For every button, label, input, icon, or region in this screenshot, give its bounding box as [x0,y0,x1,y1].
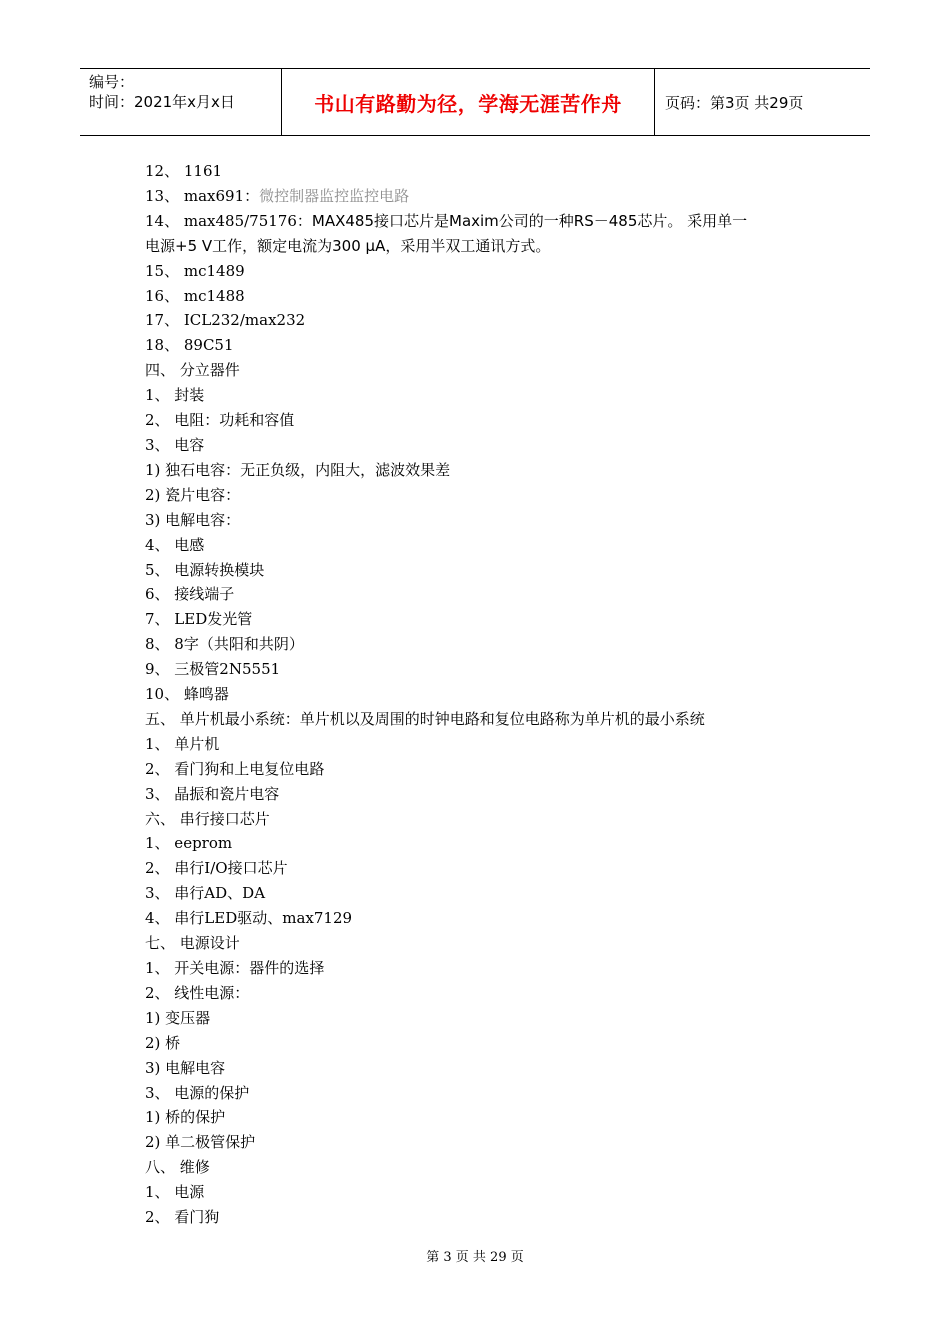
sub-item: 1) 变压器 [145,1008,211,1027]
list-item: 2、 电阻：功耗和容值 [145,411,295,430]
list-item: 3、 电源的保护 [145,1083,250,1102]
section-heading: 五、 单片机最小系统：单片机以及周围的时钟电路和复位电路称为单片机的最小系统 [145,709,705,728]
document-body [145,159,825,1230]
list-item [145,184,825,209]
list-item-continuation: 电源+5 V工作，额定电流为300 μA，采用半双工通讯方式。 [145,236,551,255]
item-description: 微控制器监控监控电路 [259,186,410,205]
list-item: 4、 电感 [145,535,205,554]
sub-item: 2) 单二极管保护 [145,1133,256,1152]
page-footer: 第 3 页 共 29 页 [426,1250,524,1265]
number-label: 编号： [89,73,135,91]
list-item: 4、 串行LED驱动、max7129 [145,909,353,928]
list-item: 15、 mc1489 [145,261,245,280]
section-heading: 七、 电源设计 [145,934,240,953]
sub-item: 2) 桥 [145,1033,181,1052]
sub-item: 2) 瓷片电容： [145,485,241,504]
sub-item: 1) 桥的保护 [145,1108,226,1127]
list-item: 18、 89C51 [145,336,234,355]
list-item: 1、 开关电源：器件的选择 [145,959,325,977]
header-motto: 书山有路勤为径，学海无涯苦作舟 [282,69,655,135]
list-item: 3、 晶振和瓷片电容 [145,784,280,803]
list-item: 2、 串行I/O接口芯片 [145,859,288,878]
time-label: 时间：2021年x月x日 [89,93,235,111]
list-item: 6、 接线端子 [145,585,235,604]
section-heading: 四、 分立器件 [145,361,240,380]
list-item: 2、 看门狗和上电复位电路 [145,759,325,778]
list-item: 3、 串行AD、DA [145,884,266,903]
item-label: 14、 max485/75176： [145,211,312,230]
list-item: 10、 蜂鸣器 [145,685,229,704]
item-description: MAX485接口芯片是Maxim公司的一种RS－485芯片。 采用单一 [311,211,748,230]
list-item: 7、 LED发光管 [145,610,253,629]
sub-item: 3) 电解电容： [145,510,241,529]
list-item: 16、 mc1488 [145,286,245,305]
list-item: 8、 8字（共阳和共阴） [145,635,304,654]
list-item: 3、 电容 [145,435,205,454]
list-item: 2、 看门狗 [145,1208,220,1227]
list-item: 1、 封装 [145,386,205,405]
list-item: 1、 电源 [145,1183,205,1202]
list-item: 12、 1161 [145,162,223,180]
list-item: 1、 eeprom [145,834,233,853]
page-header [80,68,870,136]
sub-item: 3) 电解电容 [145,1058,226,1077]
list-item: 17、 ICL232/max232 [145,311,306,330]
section-heading: 八、 维修 [145,1158,210,1177]
header-left-cell [80,69,282,135]
list-item: 2、 线性电源： [145,983,250,1002]
header-page-info: 页码：第3页 共29页 [665,93,804,112]
list-item: 5、 电源转换模块 [145,560,265,579]
item-label: 13、 max691： [145,186,260,205]
section-heading: 六、 串行接口芯片 [145,809,270,828]
list-item [145,209,825,234]
list-item: 9、 三极管2N5551 [145,660,281,679]
sub-item: 1) 独石电容：无正负级，内阻大，滤波效果差 [145,460,451,479]
list-item: 1、 单片机 [145,734,220,753]
